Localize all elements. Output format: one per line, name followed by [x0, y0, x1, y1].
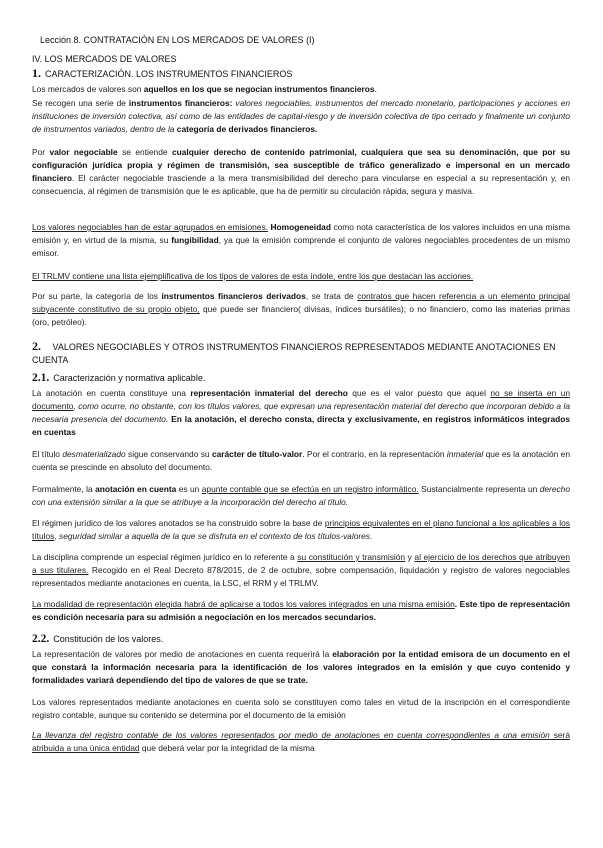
text-run: sigue conservando su	[125, 449, 212, 459]
underlined-run: Los valores negociables han de estar agrupados en emisiones.	[32, 222, 268, 232]
text-run: .	[374, 84, 377, 94]
s1-paragraph-1	[32, 83, 570, 96]
subsection-2-1-heading	[32, 372, 570, 385]
underlined-run: en el plano funcional a los aplicables a los títulos	[32, 518, 570, 541]
s2-paragraph-6	[32, 598, 570, 624]
text-run: que es el valor puesto que aquel	[347, 388, 491, 398]
underlined-run: El TRLMV contiene una lista ejemplificativa de los tipos de valores de esta índole, entre los que destacan las acciones.	[32, 271, 474, 281]
underlined-run: será atribuida a una única entidad	[32, 730, 570, 753]
italic-run: derecho con una extensión similar a la que se atribuye a la incorporación del derecho al título.	[32, 484, 570, 507]
underlined-run: emisión	[425, 599, 455, 609]
italic-run: valores negociables, instrumentos del mercado monetario, participaciones y acciones en instituciones de inversión colectiva, así como de las entidades de capital-riesgo y de inversión colectiva de tipo cerrado y finalmente un conjunto de instrumentos variados, dentro de la	[32, 98, 570, 134]
bold-run: categoría de derivados financieros.	[176, 124, 318, 134]
s1-paragraph-5	[32, 270, 570, 283]
text-run: que puede ser financiero( divisas, índices bursátiles); o no financiero, como las materias primas (oro, petróleo).	[32, 304, 571, 327]
text-run: El régimen jurídico de los valores anotados se ha construido sobre la base de	[32, 518, 325, 528]
underlined-run: contratos que hacen referencia a un elemento principal subyacente constitutivo de su propio objeto,	[32, 291, 571, 314]
s2-paragraph-8	[32, 696, 570, 722]
text-run: La anotación en cuenta constituye una	[32, 388, 191, 398]
bold-run: representación inmaterial del derecho	[190, 388, 348, 398]
lesson-title: Lección 8. CONTRATACIÓN EN LOS MERCADOS DE VALORES (I)	[40, 35, 315, 45]
underlined-run: principios equivalentes	[324, 518, 410, 528]
bold-run: En la anotación, el derecho consta, directa y exclusivamente, en registros informáticos integrados en cuentas	[32, 414, 570, 437]
s2-paragraph-1	[32, 387, 570, 439]
bold-run: instrumentos financieros:	[128, 98, 233, 108]
s1-paragraph-2	[32, 97, 570, 136]
subsection-2-1-title: Caracterización y normativa aplicable.	[53, 373, 206, 383]
section-2-number: 2.	[32, 339, 41, 353]
section-1-number: 1.	[32, 66, 41, 80]
s2-paragraph-2	[32, 448, 570, 474]
text-run: es un	[176, 484, 202, 494]
bold-run: elaboración por la entidad emisora de un documento en el que constará la información necesaria para la identificación de los valores integrados en la emisión y que cuyo contenido y formalidades variará dependiendo del tipo de valores de que se trate.	[32, 649, 570, 685]
section-iv-heading: IV. LOS MERCADOS DE VALORES	[32, 54, 177, 64]
italic-run: inmaterial	[446, 449, 484, 459]
subsection-2-2-number: 2.2.	[32, 633, 50, 645]
subsection-2-1-number: 2.1.	[32, 372, 50, 384]
subsection-2-2-heading	[32, 633, 570, 646]
underlined-run: no se inserta en un documento	[32, 388, 570, 411]
underlined-run: su constitución y transmisión	[297, 552, 406, 562]
subsection-2-2-title: Constitución de los valores.	[53, 634, 164, 644]
text-run: que es la anotación en cuenta se prescinde en absoluto del documento.	[32, 449, 570, 472]
bold-run: Homogeneidad	[270, 222, 331, 232]
s2-paragraph-3	[32, 483, 570, 509]
text-run: como nota característica de los valores incluidos en una misma emisión y, en virtud de la misma, su	[32, 222, 571, 245]
s2-paragraph-4	[32, 517, 570, 543]
text-run: Recogido en el Real Decreto 878/2015, de 2 de octubre, sobre compensación, liquidación y registro de valores negociables representados mediante anotaciones en cuenta, la LSC, el RRM y el TRLMV.	[32, 565, 570, 588]
text-run: se entiende	[117, 147, 172, 157]
text-run: La disciplina comprende un especial régimen jurídico en lo referente a	[32, 552, 298, 562]
section-2-heading	[32, 340, 570, 367]
bold-run: instrumentos financieros derivados	[161, 291, 306, 301]
s2-paragraph-5	[32, 551, 570, 590]
underlined-run: La modalidad de representación elegida habrá de aplicarse a todos los valores integrados en una misma	[32, 599, 426, 609]
text-run: El título	[32, 449, 63, 459]
section-1-title: CARACTERIZACIÓN. LOS INSTRUMENTOS FINANCIEROS	[45, 69, 293, 79]
text-run: Formalmente, la	[32, 484, 96, 494]
text-run: Sustancialmente representa un	[418, 484, 540, 494]
bold-run: . Este tipo de representación es condición necesaria para su admisión a negociación en los mercados secundarios.	[32, 599, 570, 622]
text-run: Por	[32, 147, 50, 157]
text-run: . El carácter negociable trasciende a la mera transmisibilidad del derecho para vincularse en especial a su representación y, en consecuencia, al régimen de transmisión que le es aplicable, que ha de permitir su circulación rápida, segura y masiva.	[32, 173, 570, 196]
text-run: que deberá velar por la integridad de la misma	[139, 743, 315, 753]
text-run: Se recogen una serie de	[32, 98, 129, 108]
bold-run: carácter de título-valor	[211, 449, 303, 459]
section-2-title: VALORES NEGOCIABLES Y OTROS INSTRUMENTOS FINANCIEROS REPRESENTADOS MEDIANTE ANOTACIONES EN CUENTA	[32, 342, 556, 365]
underlined-run: al ejercicio de los derechos que atribuyen a sus titulares.	[32, 552, 570, 575]
underlined-italic-run: La llevanza del registro contable de los valores representados por medio de anotaciones en cuenta correspondientes a una emisión	[32, 730, 550, 740]
s1-paragraph-3	[32, 146, 570, 198]
bold-run: cualquier derecho de contenido patrimonial, cualquiera que sea su denominación, que por su configuración jurídica propia y régimen de transmisión, sea susceptible de tráfico generalizado e impersonal en un mercado financiero	[32, 147, 570, 183]
text-run: y	[405, 552, 415, 562]
s2-paragraph-9	[32, 729, 570, 755]
text-run: , ya que la emisión comprende el conjunto de valores negociables procedentes de un mismo emisor.	[32, 235, 570, 258]
text-run: La representación de valores por medio de anotaciones en cuenta requerirá la	[32, 649, 333, 659]
italic-run: , como ocurre, no obstante, con los títulos valores, que expresan una representación material del derecho que incorporan debido a la necesaria presencia del documento.	[32, 401, 570, 424]
text-run: Los valores representados mediante anotaciones en cuenta solo se constituyen como tales en virtud de la inscripción en el correspondiente registro contable, aunque su contenido se determina por el documento de la emisión	[32, 697, 570, 720]
bold-run: valor negociable	[49, 147, 118, 157]
text-run: . Por el contrario, en la representación	[302, 449, 447, 459]
s1-paragraph-6	[32, 290, 570, 329]
bold-run: anotación en cuenta	[95, 484, 177, 494]
text-run: Los mercados de valores son	[32, 84, 144, 94]
underlined-run: apunte contable que se efectúa en un registro informático.	[201, 484, 419, 494]
bold-run: fungibilidad	[171, 235, 219, 245]
text-run: Por su parte, la categoría de los	[32, 291, 162, 301]
bold-run: aquellos en los que se negocian instrumentos financieros	[143, 84, 375, 94]
s2-paragraph-7	[32, 648, 570, 687]
italic-run: desmaterializado	[62, 449, 126, 459]
s1-paragraph-4	[32, 221, 570, 260]
text-run: , se trata de	[305, 291, 358, 301]
section-1-heading	[32, 67, 570, 81]
italic-run: , seguridad similar a aquella de la que se disfruta en el contexto de los títulos-valores.	[54, 531, 373, 541]
